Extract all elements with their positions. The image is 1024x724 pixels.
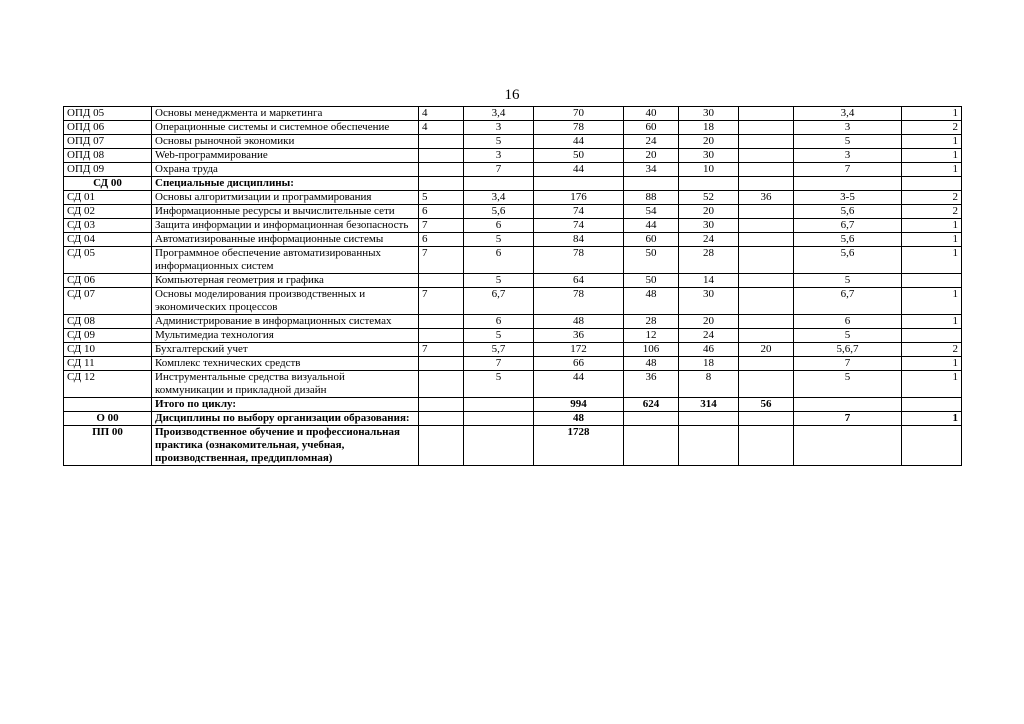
cell-classroom-hours: 36 xyxy=(624,371,679,398)
cell-total-hours: 78 xyxy=(534,247,624,274)
cell-credit-semester: 5 xyxy=(464,371,534,398)
cell-credit-semester: 5 xyxy=(464,329,534,343)
cell-classroom-hours xyxy=(624,412,679,426)
cell-lecture-hours: 30 xyxy=(679,107,739,121)
cell-code: СД 01 xyxy=(64,191,152,205)
cell-lecture-hours: 20 xyxy=(679,205,739,219)
table-row xyxy=(64,315,962,329)
cell-practice-hours xyxy=(739,219,794,233)
cell-coursework xyxy=(902,398,962,412)
cell-credit-semester: 6,7 xyxy=(464,288,534,315)
table-row xyxy=(64,233,962,247)
cell-total-hours: 78 xyxy=(534,288,624,315)
cell-code: СД 05 xyxy=(64,247,152,274)
cell-semesters: 3 xyxy=(794,149,902,163)
cell-lecture-hours: 52 xyxy=(679,191,739,205)
cell-coursework: 1 xyxy=(902,357,962,371)
cell-discipline-name: Основы рыночной экономики xyxy=(152,135,419,149)
cell-coursework: 1 xyxy=(902,315,962,329)
cell-semesters: 5 xyxy=(794,274,902,288)
cell-practice-hours xyxy=(739,288,794,315)
cell-credit-semester: 6 xyxy=(464,247,534,274)
cell-credit-semester: 5 xyxy=(464,233,534,247)
cell-lecture-hours: 28 xyxy=(679,247,739,274)
cell-exam-semester: 7 xyxy=(419,219,464,233)
cell-discipline-name: Автоматизированные информационные системы xyxy=(152,233,419,247)
cell-classroom-hours: 50 xyxy=(624,274,679,288)
cell-semesters: 3 xyxy=(794,121,902,135)
cell-exam-semester: 7 xyxy=(419,288,464,315)
table-row xyxy=(64,274,962,288)
cell-credit-semester: 7 xyxy=(464,357,534,371)
cell-lecture-hours: 314 xyxy=(679,398,739,412)
table-row xyxy=(64,329,962,343)
cell-total-hours: 994 xyxy=(534,398,624,412)
cell-classroom-hours: 40 xyxy=(624,107,679,121)
cell-code: СД 08 xyxy=(64,315,152,329)
cell-practice-hours xyxy=(739,371,794,398)
cell-lecture-hours: 30 xyxy=(679,149,739,163)
cell-total-hours: 84 xyxy=(534,233,624,247)
table-row xyxy=(64,426,962,466)
table-row xyxy=(64,343,962,357)
cell-practice-hours xyxy=(739,412,794,426)
cell-code: ОПД 06 xyxy=(64,121,152,135)
cell-exam-semester xyxy=(419,398,464,412)
cell-practice-hours xyxy=(739,357,794,371)
cell-credit-semester xyxy=(464,426,534,466)
table-row xyxy=(64,163,962,177)
cell-total-hours xyxy=(534,177,624,191)
cell-classroom-hours: 48 xyxy=(624,288,679,315)
table-row xyxy=(64,412,962,426)
cell-semesters: 5 xyxy=(794,329,902,343)
cell-semesters: 3,4 xyxy=(794,107,902,121)
cell-classroom-hours: 88 xyxy=(624,191,679,205)
cell-discipline-name: Инструментальные средства визуальной коммуникации и прикладной дизайн xyxy=(152,371,419,398)
table-row xyxy=(64,149,962,163)
cell-code: СД 04 xyxy=(64,233,152,247)
cell-total-hours: 44 xyxy=(534,163,624,177)
cell-coursework: 2 xyxy=(902,121,962,135)
cell-total-hours: 36 xyxy=(534,329,624,343)
cell-lecture-hours xyxy=(679,426,739,466)
cell-classroom-hours: 34 xyxy=(624,163,679,177)
table-row xyxy=(64,219,962,233)
cell-discipline-name: Компьютерная геометрия и графика xyxy=(152,274,419,288)
cell-code: ОПД 09 xyxy=(64,163,152,177)
table-row xyxy=(64,357,962,371)
cell-practice-hours xyxy=(739,149,794,163)
cell-practice-hours xyxy=(739,274,794,288)
cell-practice-hours xyxy=(739,233,794,247)
cell-semesters: 6,7 xyxy=(794,288,902,315)
cell-lecture-hours xyxy=(679,412,739,426)
cell-coursework: 1 xyxy=(902,288,962,315)
cell-code: ПП 00 xyxy=(64,426,152,466)
cell-credit-semester: 3 xyxy=(464,121,534,135)
cell-coursework xyxy=(902,177,962,191)
cell-lecture-hours: 20 xyxy=(679,315,739,329)
cell-classroom-hours: 44 xyxy=(624,219,679,233)
curriculum-table xyxy=(63,106,962,466)
cell-semesters: 5 xyxy=(794,135,902,149)
cell-coursework xyxy=(902,274,962,288)
cell-lecture-hours: 8 xyxy=(679,371,739,398)
cell-credit-semester: 6 xyxy=(464,315,534,329)
cell-exam-semester: 7 xyxy=(419,247,464,274)
cell-total-hours: 172 xyxy=(534,343,624,357)
cell-total-hours: 50 xyxy=(534,149,624,163)
cell-discipline-name: Основы алгоритмизации и программирования xyxy=(152,191,419,205)
cell-exam-semester xyxy=(419,329,464,343)
cell-lecture-hours: 18 xyxy=(679,121,739,135)
table-row xyxy=(64,191,962,205)
cell-coursework: 1 xyxy=(902,135,962,149)
cell-credit-semester xyxy=(464,412,534,426)
cell-lecture-hours xyxy=(679,177,739,191)
cell-credit-semester: 5,6 xyxy=(464,205,534,219)
cell-credit-semester xyxy=(464,177,534,191)
cell-lecture-hours: 14 xyxy=(679,274,739,288)
cell-total-hours: 74 xyxy=(534,205,624,219)
cell-credit-semester xyxy=(464,398,534,412)
cell-practice-hours xyxy=(739,329,794,343)
cell-discipline-name: Основы менеджмента и маркетинга xyxy=(152,107,419,121)
cell-exam-semester xyxy=(419,163,464,177)
cell-practice-hours: 36 xyxy=(739,191,794,205)
table-row xyxy=(64,121,962,135)
cell-credit-semester: 7 xyxy=(464,163,534,177)
cell-exam-semester xyxy=(419,371,464,398)
cell-coursework: 1 xyxy=(902,233,962,247)
cell-classroom-hours: 24 xyxy=(624,135,679,149)
cell-total-hours: 78 xyxy=(534,121,624,135)
cell-code: СД 12 xyxy=(64,371,152,398)
cell-classroom-hours: 48 xyxy=(624,357,679,371)
cell-discipline-name: Охрана труда xyxy=(152,163,419,177)
cell-coursework: 2 xyxy=(902,205,962,219)
cell-code: СД 02 xyxy=(64,205,152,219)
cell-classroom-hours: 60 xyxy=(624,233,679,247)
cell-practice-hours xyxy=(739,315,794,329)
cell-total-hours: 66 xyxy=(534,357,624,371)
cell-credit-semester: 3 xyxy=(464,149,534,163)
cell-semesters xyxy=(794,398,902,412)
cell-credit-semester: 6 xyxy=(464,219,534,233)
cell-exam-semester xyxy=(419,274,464,288)
cell-exam-semester xyxy=(419,149,464,163)
cell-total-hours: 74 xyxy=(534,219,624,233)
cell-classroom-hours: 20 xyxy=(624,149,679,163)
cell-discipline-name: Основы моделирования производственных и экономических процессов xyxy=(152,288,419,315)
cell-coursework: 1 xyxy=(902,163,962,177)
cell-classroom-hours xyxy=(624,426,679,466)
cell-total-hours: 70 xyxy=(534,107,624,121)
cell-credit-semester: 3,4 xyxy=(464,107,534,121)
cell-semesters xyxy=(794,177,902,191)
cell-credit-semester: 3,4 xyxy=(464,191,534,205)
cell-total-hours: 48 xyxy=(534,412,624,426)
cell-code: СД 11 xyxy=(64,357,152,371)
cell-code xyxy=(64,398,152,412)
cell-lecture-hours: 24 xyxy=(679,329,739,343)
cell-classroom-hours: 50 xyxy=(624,247,679,274)
cell-total-hours: 48 xyxy=(534,315,624,329)
table-row xyxy=(64,205,962,219)
page-number: 16 xyxy=(504,87,520,103)
cell-code: ОПД 08 xyxy=(64,149,152,163)
cell-total-hours: 44 xyxy=(534,371,624,398)
cell-exam-semester xyxy=(419,315,464,329)
cell-exam-semester: 6 xyxy=(419,233,464,247)
cell-semesters: 5,6,7 xyxy=(794,343,902,357)
cell-coursework xyxy=(902,329,962,343)
table-body xyxy=(64,107,962,466)
cell-practice-hours xyxy=(739,177,794,191)
cell-exam-semester: 6 xyxy=(419,205,464,219)
cell-coursework: 1 xyxy=(902,412,962,426)
cell-coursework: 1 xyxy=(902,219,962,233)
cell-practice-hours: 20 xyxy=(739,343,794,357)
table-row xyxy=(64,247,962,274)
cell-classroom-hours: 60 xyxy=(624,121,679,135)
cell-discipline-name: Операционные системы и системное обеспечение xyxy=(152,121,419,135)
cell-total-hours: 1728 xyxy=(534,426,624,466)
cell-exam-semester xyxy=(419,135,464,149)
cell-discipline-name: Производственное обучение и профессиональная практика (ознакомительная, учебная, производственная, преддипломная) xyxy=(152,426,419,466)
table-row xyxy=(64,107,962,121)
cell-practice-hours xyxy=(739,107,794,121)
cell-credit-semester: 5,7 xyxy=(464,343,534,357)
cell-semesters: 5,6 xyxy=(794,205,902,219)
cell-discipline-name: Бухгалтерский учет xyxy=(152,343,419,357)
cell-semesters xyxy=(794,426,902,466)
table-row xyxy=(64,135,962,149)
cell-coursework: 2 xyxy=(902,343,962,357)
cell-coursework: 1 xyxy=(902,107,962,121)
cell-coursework xyxy=(902,426,962,466)
cell-coursework: 1 xyxy=(902,371,962,398)
cell-discipline-name: Мультимедиа технология xyxy=(152,329,419,343)
cell-coursework: 1 xyxy=(902,247,962,274)
cell-semesters: 5,6 xyxy=(794,233,902,247)
cell-discipline-name: Web-программирование xyxy=(152,149,419,163)
cell-lecture-hours: 30 xyxy=(679,219,739,233)
cell-discipline-name: Комплекс технических средств xyxy=(152,357,419,371)
cell-practice-hours xyxy=(739,163,794,177)
table-row xyxy=(64,398,962,412)
cell-discipline-name: Информационные ресурсы и вычислительные сети xyxy=(152,205,419,219)
cell-code: ОПД 07 xyxy=(64,135,152,149)
cell-exam-semester xyxy=(419,412,464,426)
cell-discipline-name: Итого по циклу: xyxy=(152,398,419,412)
cell-exam-semester xyxy=(419,177,464,191)
cell-practice-hours xyxy=(739,135,794,149)
cell-semesters: 5 xyxy=(794,371,902,398)
cell-discipline-name: Программное обеспечение автоматизированных информационных систем xyxy=(152,247,419,274)
cell-credit-semester: 5 xyxy=(464,274,534,288)
cell-lecture-hours: 24 xyxy=(679,233,739,247)
cell-code: СД 06 xyxy=(64,274,152,288)
cell-code: СД 07 xyxy=(64,288,152,315)
cell-practice-hours: 56 xyxy=(739,398,794,412)
cell-exam-semester: 7 xyxy=(419,343,464,357)
cell-semesters: 7 xyxy=(794,357,902,371)
cell-exam-semester xyxy=(419,357,464,371)
table-row xyxy=(64,288,962,315)
cell-total-hours: 176 xyxy=(534,191,624,205)
cell-semesters: 6,7 xyxy=(794,219,902,233)
cell-exam-semester: 4 xyxy=(419,121,464,135)
cell-practice-hours xyxy=(739,121,794,135)
cell-credit-semester: 5 xyxy=(464,135,534,149)
cell-semesters: 7 xyxy=(794,163,902,177)
cell-discipline-name: Дисциплины по выбору организации образования: xyxy=(152,412,419,426)
cell-semesters: 3-5 xyxy=(794,191,902,205)
cell-semesters: 7 xyxy=(794,412,902,426)
cell-code: СД 10 xyxy=(64,343,152,357)
cell-practice-hours xyxy=(739,205,794,219)
cell-discipline-name: Специальные дисциплины: xyxy=(152,177,419,191)
cell-total-hours: 64 xyxy=(534,274,624,288)
cell-code: О 00 xyxy=(64,412,152,426)
cell-lecture-hours: 30 xyxy=(679,288,739,315)
cell-code: ОПД 05 xyxy=(64,107,152,121)
cell-classroom-hours xyxy=(624,177,679,191)
cell-classroom-hours: 54 xyxy=(624,205,679,219)
cell-exam-semester xyxy=(419,426,464,466)
cell-discipline-name: Защита информации и информационная безопасность xyxy=(152,219,419,233)
cell-coursework: 2 xyxy=(902,191,962,205)
cell-classroom-hours: 624 xyxy=(624,398,679,412)
cell-classroom-hours: 12 xyxy=(624,329,679,343)
cell-coursework: 1 xyxy=(902,149,962,163)
cell-total-hours: 44 xyxy=(534,135,624,149)
cell-lecture-hours: 46 xyxy=(679,343,739,357)
cell-code: СД 03 xyxy=(64,219,152,233)
cell-lecture-hours: 18 xyxy=(679,357,739,371)
cell-lecture-hours: 20 xyxy=(679,135,739,149)
table-row xyxy=(64,371,962,398)
cell-practice-hours xyxy=(739,247,794,274)
cell-semesters: 5,6 xyxy=(794,247,902,274)
cell-exam-semester: 4 xyxy=(419,107,464,121)
table-row xyxy=(64,177,962,191)
cell-classroom-hours: 106 xyxy=(624,343,679,357)
cell-classroom-hours: 28 xyxy=(624,315,679,329)
cell-lecture-hours: 10 xyxy=(679,163,739,177)
cell-practice-hours xyxy=(739,426,794,466)
cell-code: СД 00 xyxy=(64,177,152,191)
cell-semesters: 6 xyxy=(794,315,902,329)
cell-discipline-name: Администрирование в информационных системах xyxy=(152,315,419,329)
cell-code: СД 09 xyxy=(64,329,152,343)
cell-exam-semester: 5 xyxy=(419,191,464,205)
